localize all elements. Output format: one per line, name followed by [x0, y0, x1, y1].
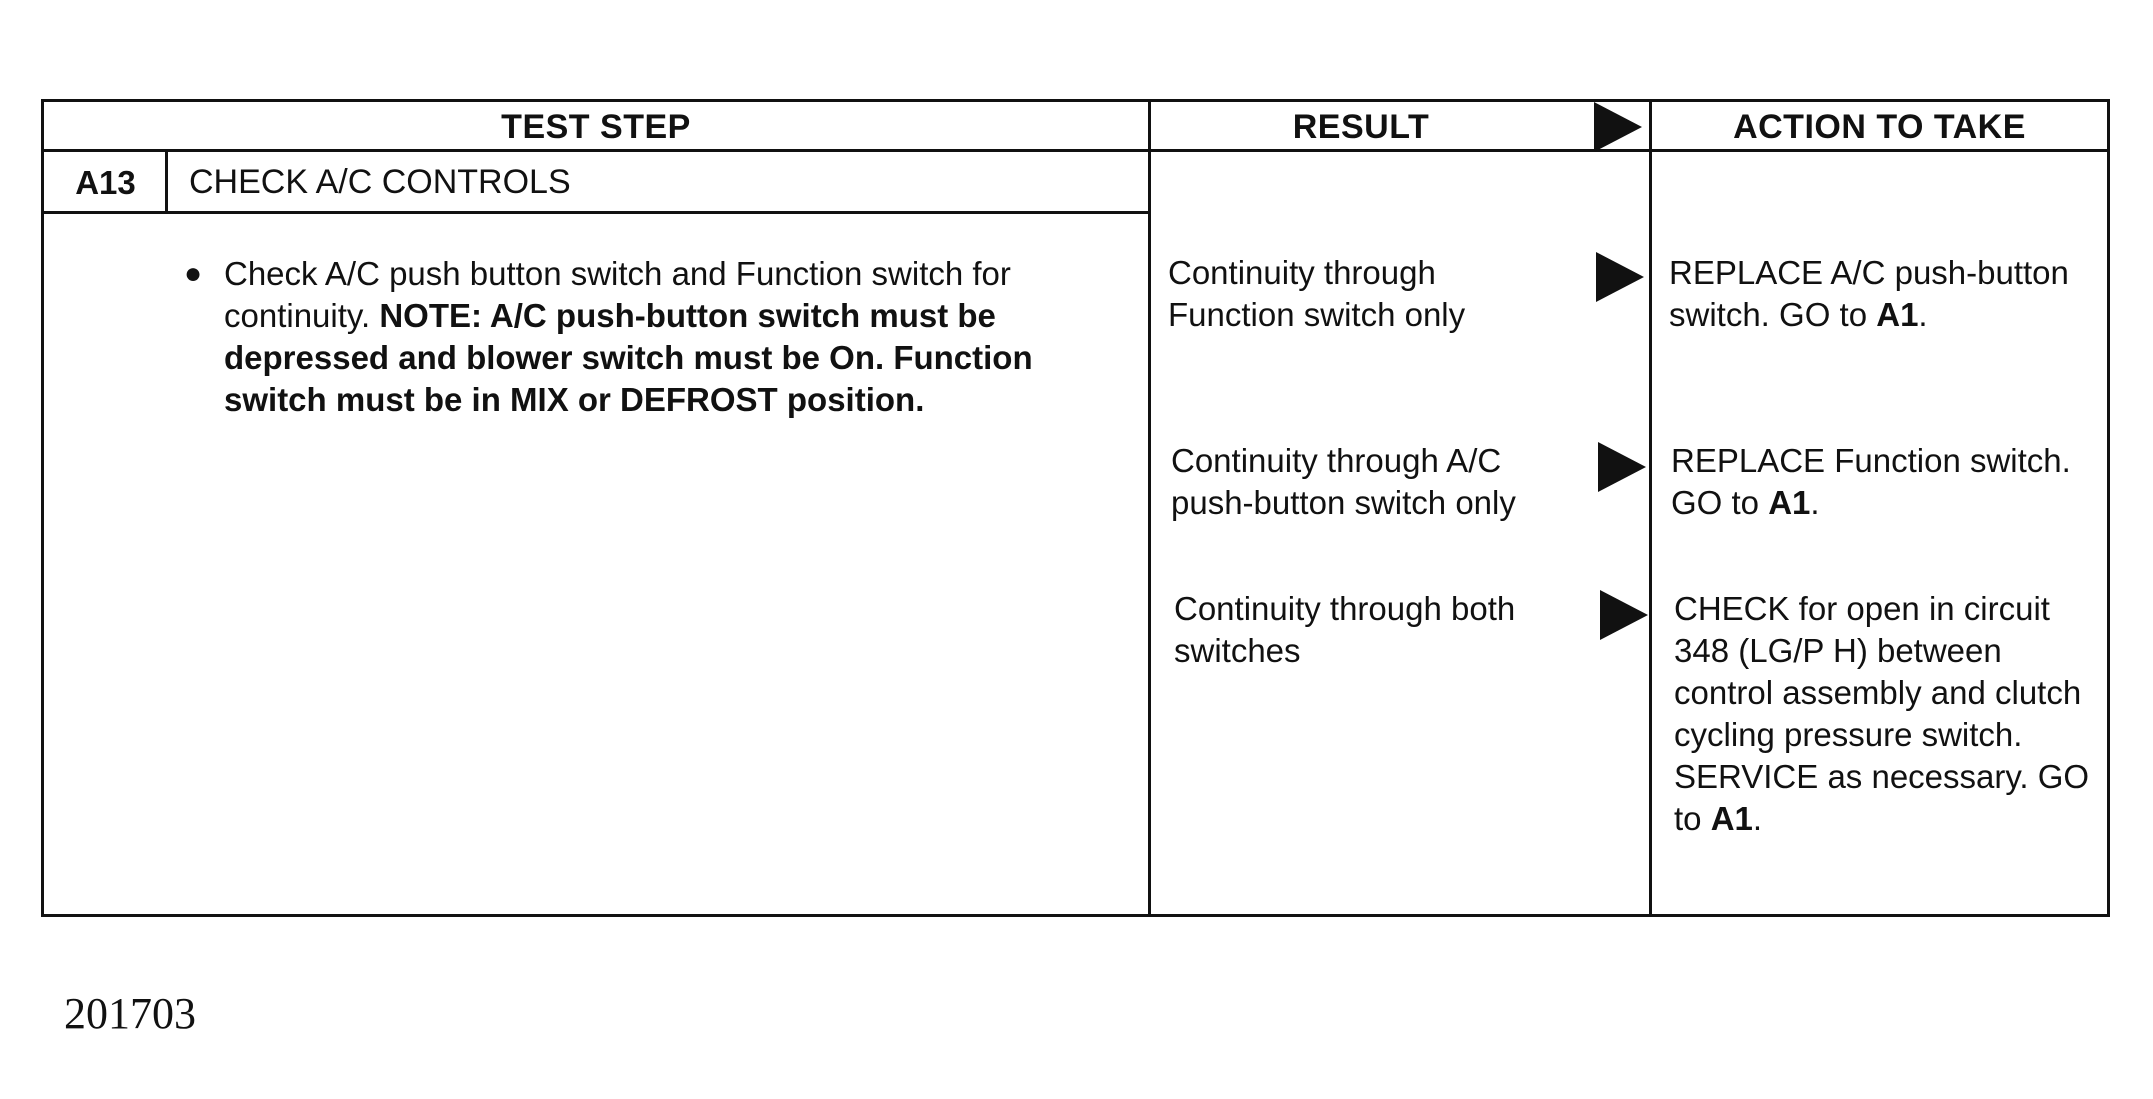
- action-row-1-suffix: .: [1918, 296, 1928, 333]
- action-row-2-goto: A1: [1768, 484, 1811, 521]
- row-3-arrow-icon: [1600, 590, 1648, 640]
- action-row-3-suffix: .: [1752, 800, 1763, 837]
- step-instruction: [184, 253, 1144, 421]
- action-row-2-suffix: .: [1810, 484, 1820, 521]
- instruction-text: Check A/C push button switch and Function switch for continuity.: [224, 255, 1011, 334]
- instruction-note: NOTE: A/C push-button switch must be depressed and blower switch must be On. Function switch must be in MIX or DEFROST position.: [224, 297, 1033, 418]
- row-2-arrow-icon: [1598, 442, 1646, 492]
- bullet-icon: ●: [184, 257, 203, 290]
- row-1-arrow-icon: [1596, 252, 1644, 302]
- action-row-3-goto: A1: [1710, 800, 1753, 837]
- step-id: A13: [75, 163, 136, 201]
- result-row-1: Continuity through Function switch only: [1168, 254, 1466, 333]
- result-row-2: Continuity through A/C push-button switch only: [1171, 442, 1516, 521]
- action-row-1-text: REPLACE A/C push-button switch. GO to: [1669, 254, 2069, 333]
- action-row-2: [1671, 440, 2091, 524]
- document-number: 201703: [64, 989, 196, 1038]
- action-row-1: [1669, 252, 2094, 336]
- diagnostic-table: [41, 99, 2110, 917]
- action-row-3: [1674, 588, 2099, 840]
- action-row-3-text: CHECK for open in circuit 348 (LG/P H) between control assembly and clutch cycling pressure switch. SERVICE as necessary. GO to: [1674, 590, 2090, 837]
- action-row-2-text: REPLACE Function switch. GO to: [1671, 442, 2071, 521]
- header-arrow-icon: [1594, 102, 1642, 152]
- column-divider-result: [1148, 102, 1151, 914]
- column-divider-action: [1649, 102, 1652, 914]
- header-test-step: TEST STEP: [501, 107, 691, 146]
- result-row-3: Continuity through both switches: [1174, 590, 1516, 669]
- step-title: CHECK A/C CONTROLS: [189, 163, 571, 201]
- header-action: ACTION TO TAKE: [1733, 107, 2026, 146]
- action-row-1-goto: A1: [1876, 296, 1919, 333]
- header-result: RESULT: [1292, 107, 1430, 146]
